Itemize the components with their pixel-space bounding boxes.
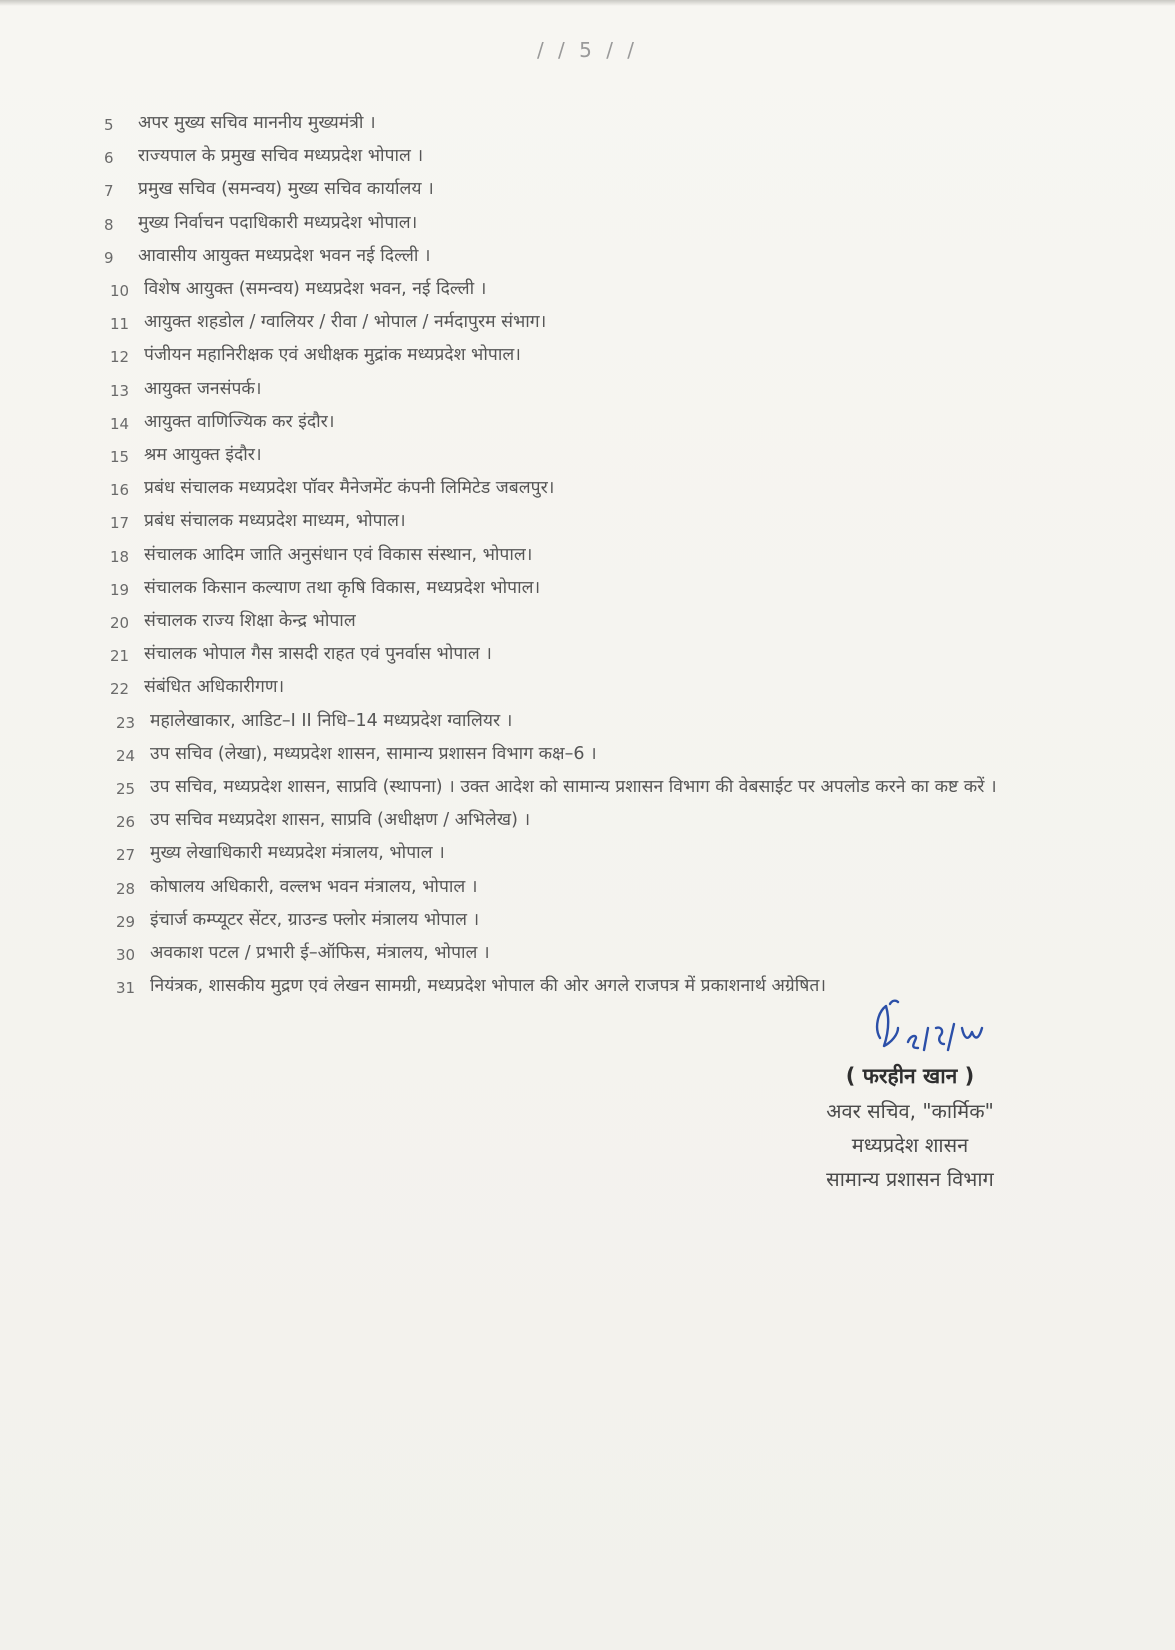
list-item	[100, 672, 1060, 705]
list-item-number: 13	[110, 381, 130, 400]
list-item-number: 27	[116, 846, 136, 865]
list-item-number: 12	[110, 348, 130, 367]
list-item	[100, 872, 1060, 905]
list-item	[100, 473, 1060, 506]
list-item-text: आयुक्त शहडोल / ग्वालियर / रीवा / भोपाल / नर्मदापुरम संभाग।	[144, 312, 547, 333]
list-item-text: श्रम आयुक्त इंदौर।	[144, 445, 262, 466]
list-item-number: 23	[116, 713, 136, 732]
list-item-number: 6	[104, 149, 114, 168]
list-item	[100, 407, 1060, 440]
list-item	[100, 174, 1060, 207]
page-number: / / 5 / /	[536, 38, 639, 62]
list-item-number: 17	[110, 514, 130, 533]
list-item-text: संचालक आदिम जाति अनुसंधान एवं विकास संस्थान, भोपाल।	[144, 544, 533, 565]
list-item	[100, 739, 1060, 772]
list-item	[100, 540, 1060, 573]
list-item-number: 31	[116, 979, 136, 998]
list-item-number: 20	[110, 614, 130, 633]
list-item	[100, 274, 1060, 307]
list-item	[100, 108, 1060, 141]
list-item-number: 28	[116, 879, 136, 898]
list-item-number: 26	[116, 813, 136, 832]
list-item-text: प्रबंध संचालक मध्यप्रदेश पॉवर मैनेजमेंट कंपनी लिमिटेड जबलपुर।	[144, 478, 555, 499]
list-item-text: प्रमुख सचिव (समन्वय) मुख्य सचिव कार्यालय ।	[138, 179, 434, 200]
list-item	[100, 573, 1060, 606]
list-item	[100, 141, 1060, 174]
signatory-government: मध्यप्रदेश शासन	[851, 1133, 969, 1157]
handwritten-signature	[868, 998, 1018, 1060]
list-item-number: 25	[116, 780, 136, 799]
list-item	[100, 772, 1060, 805]
list-item-number: 18	[110, 547, 130, 566]
list-item-number: 5	[104, 116, 114, 134]
list-item-text: कोषालय अधिकारी, वल्लभ भवन मंत्रालय, भोपाल ।	[150, 876, 478, 897]
list-item-text: अवकाश पटल / प्रभारी ई–ऑफिस, मंत्रालय, भोपाल ।	[150, 943, 490, 964]
list-item	[100, 340, 1060, 373]
list-item-number: 10	[110, 282, 130, 301]
list-item-number: 7	[104, 182, 114, 201]
list-item	[100, 241, 1060, 274]
list-item-number: 16	[110, 481, 130, 500]
list-item-text: संबंधित अधिकारीगण।	[144, 677, 285, 698]
list-item-text: उप सचिव, मध्यप्रदेश शासन, साप्रवि (स्थापना) । उक्त आदेश को सामान्य प्रशासन विभाग की वेबसाईट पर अपलोड करने का कष्ट करें ।	[150, 777, 997, 798]
list-item-number: 8	[104, 215, 114, 234]
list-item-number: 30	[116, 946, 136, 965]
list-item-number: 22	[110, 680, 130, 699]
signatory-name: ( फरहीन खान )	[845, 1064, 975, 1088]
list-item-number: 9	[104, 248, 114, 267]
list-item-text: पंजीयन महानिरीक्षक एवं अधीक्षक मुद्रांक मध्यप्रदेश भोपाल।	[144, 345, 521, 366]
list-item-text: उप सचिव मध्यप्रदेश शासन, साप्रवि (अधीक्षण / अभिलेख) ।	[150, 810, 531, 831]
list-item-text: राज्यपाल के प्रमुख सचिव मध्यप्रदेश भोपाल ।	[138, 146, 424, 167]
list-item-text: संचालक किसान कल्याण तथा कृषि विकास, मध्यप्रदेश भोपाल।	[144, 577, 541, 598]
list-item	[100, 506, 1060, 539]
scan-edge-shadow	[0, 0, 1175, 6]
list-item	[100, 938, 1060, 971]
list-item-text: प्रबंध संचालक मध्यप्रदेश माध्यम, भोपाल।	[144, 511, 406, 532]
list-item-text: संचालक राज्य शिक्षा केन्द्र भोपाल	[144, 611, 356, 632]
list-item-text: नियंत्रक, शासकीय मुद्रण एवं लेखन सामग्री, मध्यप्रदेश भोपाल की ओर अगले राजपत्र में प्रकाशनार्थ अग्रेषित।	[150, 976, 826, 997]
list-item-number: 24	[116, 746, 136, 765]
list-item-text: मुख्य लेखाधिकारी मध्यप्रदेश मंत्रालय, भोपाल ।	[150, 843, 445, 864]
list-item-number: 19	[110, 580, 130, 599]
list-item	[100, 905, 1060, 938]
list-item-text: महालेखाकार, आडिट–I II निधि–14 मध्यप्रदेश ग्वालियर ।	[150, 710, 513, 731]
list-item	[100, 606, 1060, 639]
list-item-text: उप सचिव (लेखा), मध्यप्रदेश शासन, सामान्य प्रशासन विभाग कक्ष–6 ।	[150, 743, 597, 764]
list-item-text: अपर मुख्य सचिव माननीय मुख्यमंत्री ।	[138, 113, 376, 133]
signatory-department: सामान्य प्रशासन विभाग	[826, 1167, 994, 1191]
list-item	[100, 440, 1060, 473]
list-item	[100, 208, 1060, 241]
list-item	[100, 639, 1060, 672]
list-item-number: 11	[110, 315, 130, 334]
list-item	[100, 805, 1060, 838]
list-item-text: मुख्य निर्वाचन पदाधिकारी मध्यप्रदेश भोपाल।	[138, 212, 418, 233]
list-item-text: आवासीय आयुक्त मध्यप्रदेश भवन नई दिल्ली ।	[138, 245, 431, 266]
list-item	[100, 838, 1060, 871]
distribution-list	[100, 108, 1060, 1004]
list-item-number: 21	[110, 647, 130, 666]
list-item-text: आयुक्त जनसंपर्क।	[144, 378, 262, 399]
signature-block	[770, 1058, 1050, 1196]
list-item-number: 29	[116, 912, 136, 931]
list-item-number: 15	[110, 448, 130, 467]
list-item	[100, 706, 1060, 739]
list-item-text: आयुक्त वाणिज्यिक कर इंदौर।	[144, 411, 335, 432]
list-item-text: संचालक भोपाल गैस त्रासदी राहत एवं पुनर्वास भोपाल ।	[144, 644, 492, 665]
signatory-designation: अवर सचिव, "कार्मिक"	[826, 1099, 994, 1123]
list-item	[100, 307, 1060, 340]
list-item-number: 14	[110, 414, 130, 433]
list-item-text: इंचार्ज कम्प्यूटर सेंटर, ग्राउन्ड फ्लोर मंत्रालय भोपाल ।	[150, 909, 480, 930]
list-item	[100, 374, 1060, 407]
list-item-text: विशेष आयुक्त (समन्वय) मध्यप्रदेश भवन, नई दिल्ली ।	[144, 279, 487, 300]
